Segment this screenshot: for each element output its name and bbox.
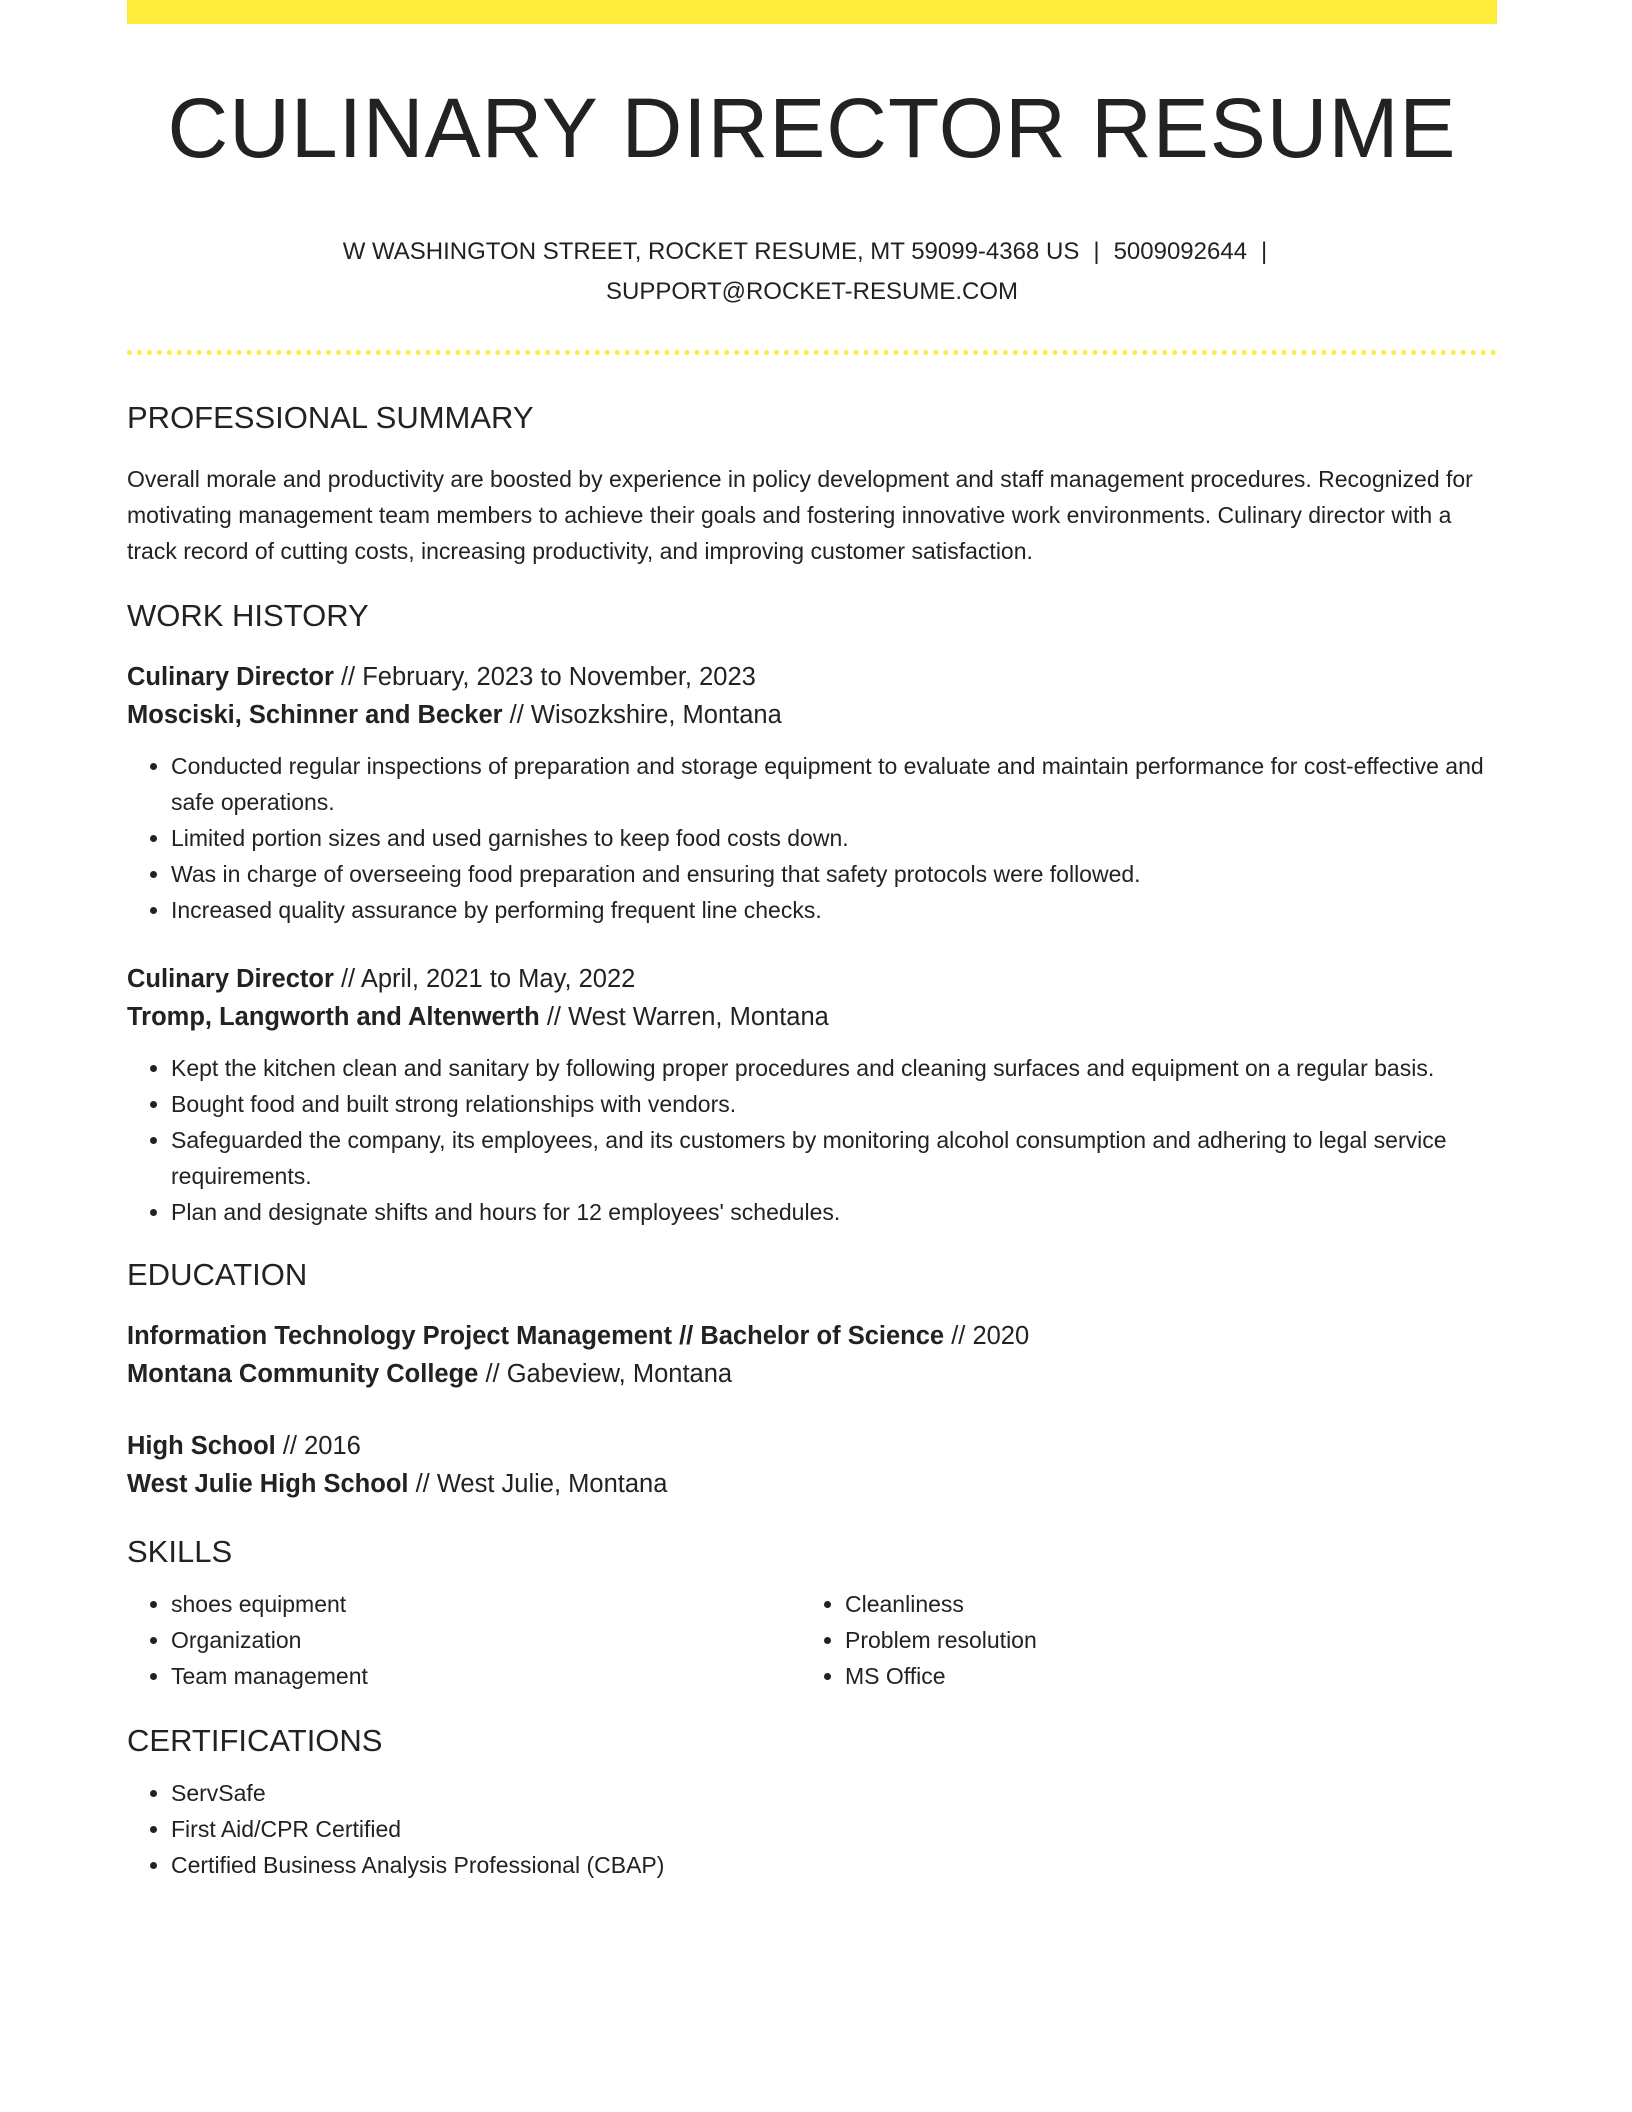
skill-item: • shoes equipment [171, 1586, 801, 1622]
work-history-heading: WORK HISTORY [127, 597, 369, 633]
skills-grid [127, 1586, 1497, 1694]
contact-separator: | [1093, 238, 1100, 266]
job-location: // West Warren, Montana [539, 1002, 829, 1031]
contact-address: W WASHINGTON STREET, ROCKET RESUME, MT 59099-4368 US [342, 238, 1080, 266]
contact-phone: 5009092644 [1113, 238, 1248, 266]
certifications-list [127, 1775, 1497, 1883]
job-title: Culinary Director [127, 662, 334, 691]
dotted-divider [127, 350, 1497, 355]
education-school-line [127, 1355, 1497, 1393]
certification-item: • First Aid/CPR Certified [171, 1811, 1497, 1847]
job-bullet: • Bought food and built strong relationships with vendors. [171, 1086, 1497, 1122]
job-bullet: • Kept the kitchen clean and sanitary by following proper procedures and cleaning surfaces and equipment on a regular basis. [171, 1050, 1497, 1086]
education-entry [127, 1317, 1497, 1393]
certification-item: • ServSafe [171, 1775, 1497, 1811]
job-company: Mosciski, Schinner and Becker [127, 700, 503, 729]
skill-item: • Problem resolution [845, 1622, 1475, 1658]
job-bullet: • Safeguarded the company, its employees, and its customers by monitoring alcohol consumption and adhering to legal service requirements. [171, 1122, 1497, 1194]
job-bullet: • Plan and designate shifts and hours for 12 employees' schedules. [171, 1194, 1497, 1230]
resume-page [127, 0, 1497, 1883]
job-title: Culinary Director [127, 964, 334, 993]
certifications-heading: CERTIFICATIONS [127, 1723, 383, 1759]
contact-info [127, 232, 1497, 312]
skills-column-right [801, 1586, 1475, 1694]
job-title-line [127, 658, 1497, 696]
job-dates: // February, 2023 to November, 2023 [333, 662, 756, 691]
job-bullet: • Limited portion sizes and used garnishes to keep food costs down. [171, 820, 1497, 856]
education-degree-line [127, 1317, 1497, 1355]
job-company: Tromp, Langworth and Altenwerth [127, 1002, 540, 1031]
education-heading: EDUCATION [127, 1256, 308, 1292]
contact-separator: | [1261, 238, 1268, 266]
education-degree: Information Technology Project Management // Bachelor of Science [127, 1321, 945, 1350]
education-location: // West Julie, Montana [408, 1469, 668, 1498]
job-bullet: • Was in charge of overseeing food preparation and ensuring that safety protocols were followed. [171, 856, 1497, 892]
job-bullets [127, 748, 1497, 928]
job-title-line [127, 960, 1497, 998]
contact-email: SUPPORT@ROCKET-RESUME.COM [606, 278, 1018, 306]
job-dates: // April, 2021 to May, 2022 [333, 964, 636, 993]
job-company-line [127, 998, 1497, 1036]
education-year: // 2020 [944, 1321, 1030, 1350]
skill-item: • Team management [171, 1658, 801, 1694]
education-school: Montana Community College [127, 1359, 479, 1388]
education-school: West Julie High School [127, 1469, 409, 1498]
education-degree: High School [127, 1431, 276, 1460]
job-bullet: • Conducted regular inspections of preparation and storage equipment to evaluate and maintain performance for cost-effective and safe operations. [171, 748, 1497, 820]
summary-heading: PROFESSIONAL SUMMARY [127, 400, 534, 436]
job-bullet: • Increased quality assurance by performing frequent line checks. [171, 892, 1497, 928]
job-bullets [127, 1050, 1497, 1230]
job-entry [127, 960, 1497, 1230]
education-location: // Gabeview, Montana [478, 1359, 733, 1388]
job-location: // Wisozkshire, Montana [502, 700, 782, 729]
education-entry [127, 1427, 1497, 1503]
skill-item: • Organization [171, 1622, 801, 1658]
education-school-line [127, 1465, 1497, 1503]
top-accent-bar [127, 0, 1497, 24]
education-year: // 2016 [275, 1431, 361, 1460]
job-entry [127, 658, 1497, 928]
skill-item: • Cleanliness [845, 1586, 1475, 1622]
skills-heading: SKILLS [127, 1533, 233, 1569]
resume-title: CULINARY DIRECTOR RESUME [167, 81, 1457, 175]
summary-text: Overall morale and productivity are boosted by experience in policy development and staff management procedures. Recognized for motivating management team members to achieve their goals and fostering innovative work environments. Culinary director with a track record of cutting costs, increasing productivity, and improving customer satisfaction. [127, 465, 1473, 564]
certification-item: • Certified Business Analysis Professional (CBAP) [171, 1847, 1497, 1883]
skills-column-left [127, 1586, 801, 1694]
education-degree-line [127, 1427, 1497, 1465]
skill-item: • MS Office [845, 1658, 1475, 1694]
job-company-line [127, 696, 1497, 734]
